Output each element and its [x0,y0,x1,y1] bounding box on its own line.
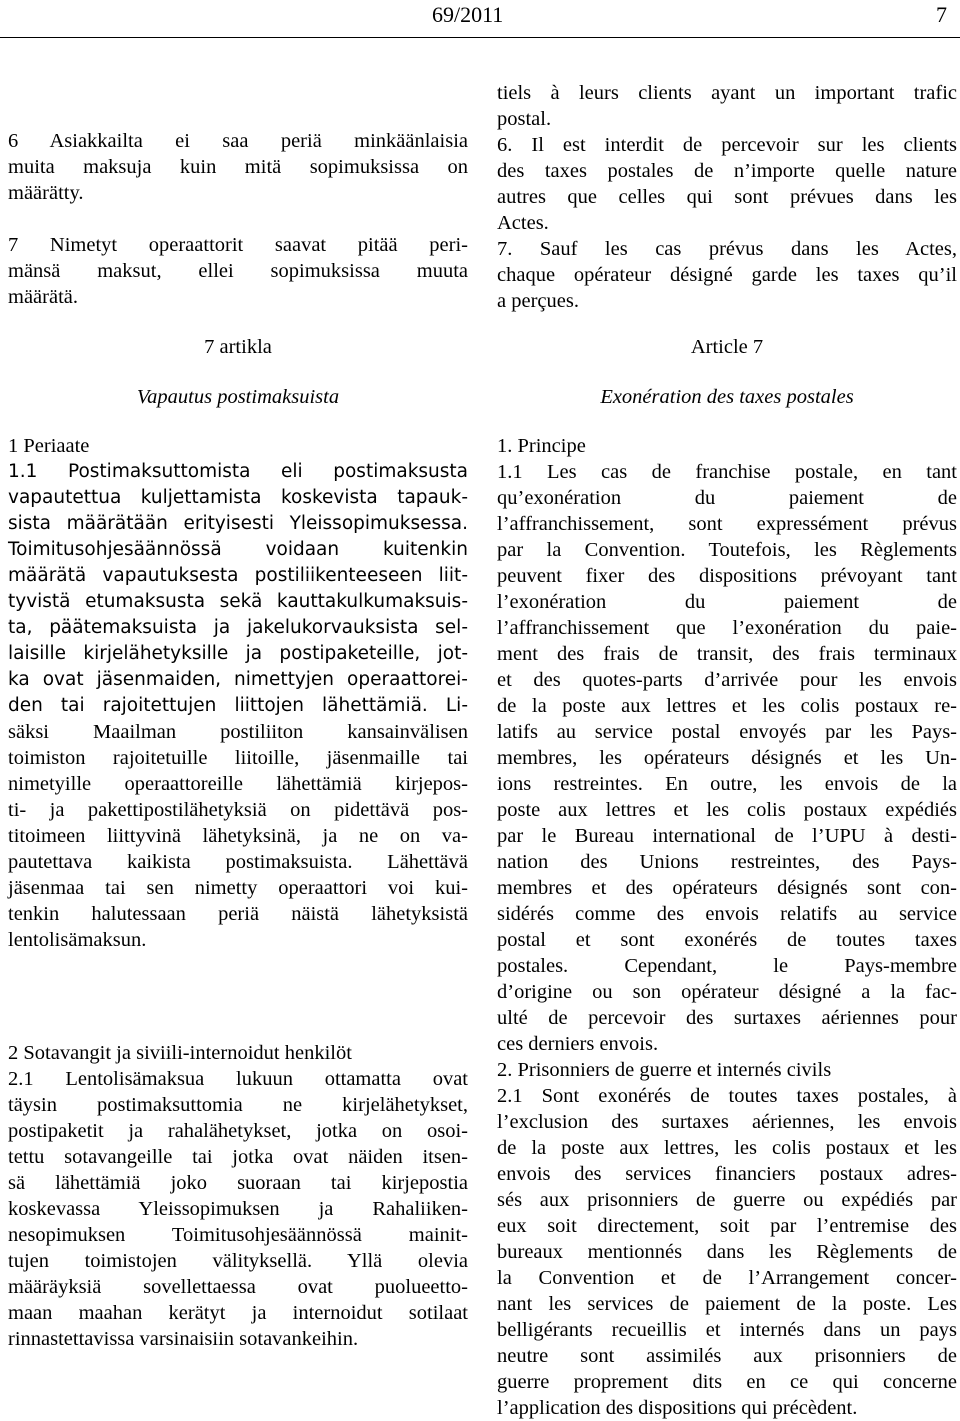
finnish-text-line: tettu sotavangeille tai jotka ovat näiden itsen- [8,1146,468,1168]
finnish-text-line: koskevassa Yleissopimuksen ja Rahaliiken- [8,1198,468,1220]
finnish-text-line: ta, päätemaksuista ja jakelukorvauksista sel- [8,617,468,638]
finnish-text-line: den tai rajoitettujen liittojen lähettämiä. Li- [8,695,468,716]
french-text-line: latifs au service postal envoyés par les Pays- [497,721,957,743]
page-header [0,0,960,36]
french-text-line: 6. Il est interdit de percevoir sur les clients [497,134,957,156]
finnish-text-line: täysin postimaksuttomia ne kirjelähetykset, [8,1094,468,1116]
finnish-text-line: postipaketit ja rahalähetykset, jotka on osoi- [8,1120,468,1142]
french-text-line: guerre proprement dits en ce qui concerne [497,1371,957,1393]
french-text-line: a perçues. [497,290,579,312]
finnish-text-line: sista määrätään erityisesti Yleissopimuksessa. [8,513,468,534]
french-text-line: Actes. [497,212,549,234]
french-text-line: ces derniers envois. [497,1033,659,1055]
finnish-text-line: 7 Nimetyt operaattorit saavat pitää peri- [8,234,468,256]
finnish-text-line: nimetyille operaattoreille lähettämiä kirjepos- [8,773,468,795]
french-text-line: ulté de percevoir des surtaxes aériennes pour [497,1007,957,1029]
french-text-line: 1.1 Les cas de franchise postale, en tant [497,461,957,483]
french-text-line: membres, les opérateurs désignés et les Un- [497,747,957,769]
finnish-text-line: jäsenmaa tai sen nimetty operaattori voi kui- [8,877,468,899]
french-text-line: membres et des opérateurs désignés sont con- [497,877,957,899]
finnish-text-line: mänsä maksut, ellei sopimuksissa muuta [8,260,468,282]
french-text-line: sés aux prisonniers de guerre ou expédiés par [497,1189,957,1211]
french-text-line: poste aux lettres et les colis postaux expédiés [497,799,957,821]
header-rule [0,37,960,38]
finnish-text-line: maan maahan kerätyt ja internoidut sotilaat [8,1302,468,1324]
french-text-line: 1. Principe [497,435,586,457]
finnish-text-line: 6 Asiakkailta ei saa periä minkäänlaisia [8,130,468,152]
french-text-line: chaque opérateur désigné garde les taxes qu’il [497,264,957,286]
french-text-line: peuvent fixer des dispositions prévoyant tant [497,565,957,587]
french-text-line: Article 7 [690,336,764,358]
finnish-text-line: toimiston rajoitetuille liitoille, jäsenmaille tai [8,747,468,769]
finnish-text-line: rinnastettavissa varsinaisiin sotavankeihin. [8,1328,359,1350]
finnish-text-line: nesopimuksen Toimitusohjesäännössä mainit- [8,1224,468,1246]
french-text-line: l’exclusion des surtaxes aériennes, les envois [497,1111,957,1133]
french-text-line: des taxes postales de n’importe quelle nature [497,160,957,182]
finnish-text-line: määräyksiä sovellettaessa ovat puolueetto- [8,1276,468,1298]
french-text-line: bureaux mentionnés dans les Règlements de [497,1241,957,1263]
french-text-line: de la poste aux lettres, les colis postaux et les [497,1137,957,1159]
french-text-line: par le Bureau international de l’UPU à desti- [497,825,957,847]
finnish-text-line: määrätä. [8,286,78,308]
french-text-line: d’origine ou son opérateur désigné a la fac- [497,981,957,1003]
french-text-line: qu’exonération du paiement de [497,487,957,509]
finnish-text-line: määrätty. [8,182,84,204]
french-text-line: 2. Prisonniers de guerre et internés civils [497,1059,832,1081]
french-text-line: postales. Cependant, le Pays-membre [497,955,957,977]
finnish-text-line: Vapautus postimaksuista [136,386,340,408]
finnish-text-line: tyvistä etumaksusta sekä kauttakulkumaksuis- [8,591,468,612]
french-text-line: l’affranchissement, sont expressément prévus [497,513,957,535]
finnish-text-line: tujen toimistojen välityksellä. Yllä olevia [8,1250,468,1272]
page-number: 7 [936,2,947,27]
french-text-line: par la Convention. Toutefois, les Règlements [497,539,957,561]
french-text-line: de la poste aux lettres et les colis postaux re- [497,695,957,717]
finnish-text-line: 2 Sotavangit ja siviili-internoidut henkilöt [8,1042,352,1064]
finnish-text-line: 1.1 Postimaksuttomista eli postimaksusta [8,461,468,482]
french-text-line: nant les services de paiement de la poste. Les [497,1293,957,1315]
issue-number: 69/2011 [432,2,504,27]
french-text-line: eux soit directement, soit par l’entremise des [497,1215,957,1237]
finnish-text-line: muita maksuja kuin mitä sopimuksissa on [8,156,468,178]
finnish-text-line: titoimeen liittyvinä lähetyksinä, ja ne on va- [8,825,468,847]
french-text-line: l’affranchissement que l’exonération du paie- [497,617,957,639]
french-text-line: ions restreintes. En outre, les envois de la [497,773,957,795]
french-text-line: 7. Sauf les cas prévus dans les Actes, [497,238,957,260]
french-text-line: envois des services financiers postaux adres- [497,1163,957,1185]
finnish-text-line: ka ovat jäsenmaiden, nimettyjen operaattorei- [8,669,468,690]
finnish-text-line: 2.1 Lentolisämaksua lukuun ottamatta ovat [8,1068,468,1090]
french-text-line: Exonération des taxes postales [600,386,854,408]
french-text-line: nation des Unions restreintes, des Pays- [497,851,957,873]
finnish-text-line: 1 Periaate [8,435,90,457]
french-text-line: l’application des dispositions qui précèdent. [497,1397,858,1419]
finnish-text-line: tenkin halutessaan periä näistä lähetyksistä [8,903,468,925]
finnish-text-line: 7 artikla [204,336,272,358]
french-text-line: sidérés comme des envois relatifs au service [497,903,957,925]
finnish-text-line: lentolisämaksun. [8,929,147,951]
french-text-line: autres que celles qui sont prévues dans les [497,186,957,208]
french-text-line: 2.1 Sont exonérés de toutes taxes postales, à [497,1085,957,1107]
finnish-text-line: pautettava kaikista postimaksuista. Lähettävä [8,851,468,873]
french-text-line: neutre sont assimilés aux prisonniers de [497,1345,957,1367]
french-text-line: tiels à leurs clients ayant un important trafic [497,82,957,104]
french-text-line: la Convention et de l’Arrangement concer- [497,1267,957,1289]
french-text-line: ment des frais de transit, des frais terminaux [497,643,957,665]
french-text-line: et des quotes-parts d’arrivée pour les envois [497,669,957,691]
finnish-text-line: laisille kirjelähetyksille ja postipaketeille, jot- [8,643,468,664]
finnish-text-line: säksi Maailman postiliiton kansainvälisen [8,721,468,743]
french-text-line: belligérants recueillis et internés dans un pays [497,1319,957,1341]
french-text-line: postal. [497,108,552,130]
finnish-text-line: ti- ja pakettipostilähetyksiä on pidettävä pos- [8,799,468,821]
french-text-line: l’exonération du paiement de [497,591,957,613]
french-text-line: postal et sont exonérés de toutes taxes [497,929,957,951]
finnish-text-line: määrätä vapautuksesta postiliikenteeseen liit- [8,565,468,586]
finnish-text-line: vapautettua kuljettamista koskevista tapauk- [8,487,468,508]
finnish-text-line: sä lähettämiä joko suoraan tai kirjepostia [8,1172,468,1194]
finnish-text-line: Toimitusohjesäännössä voidaan kuitenkin [8,539,468,560]
